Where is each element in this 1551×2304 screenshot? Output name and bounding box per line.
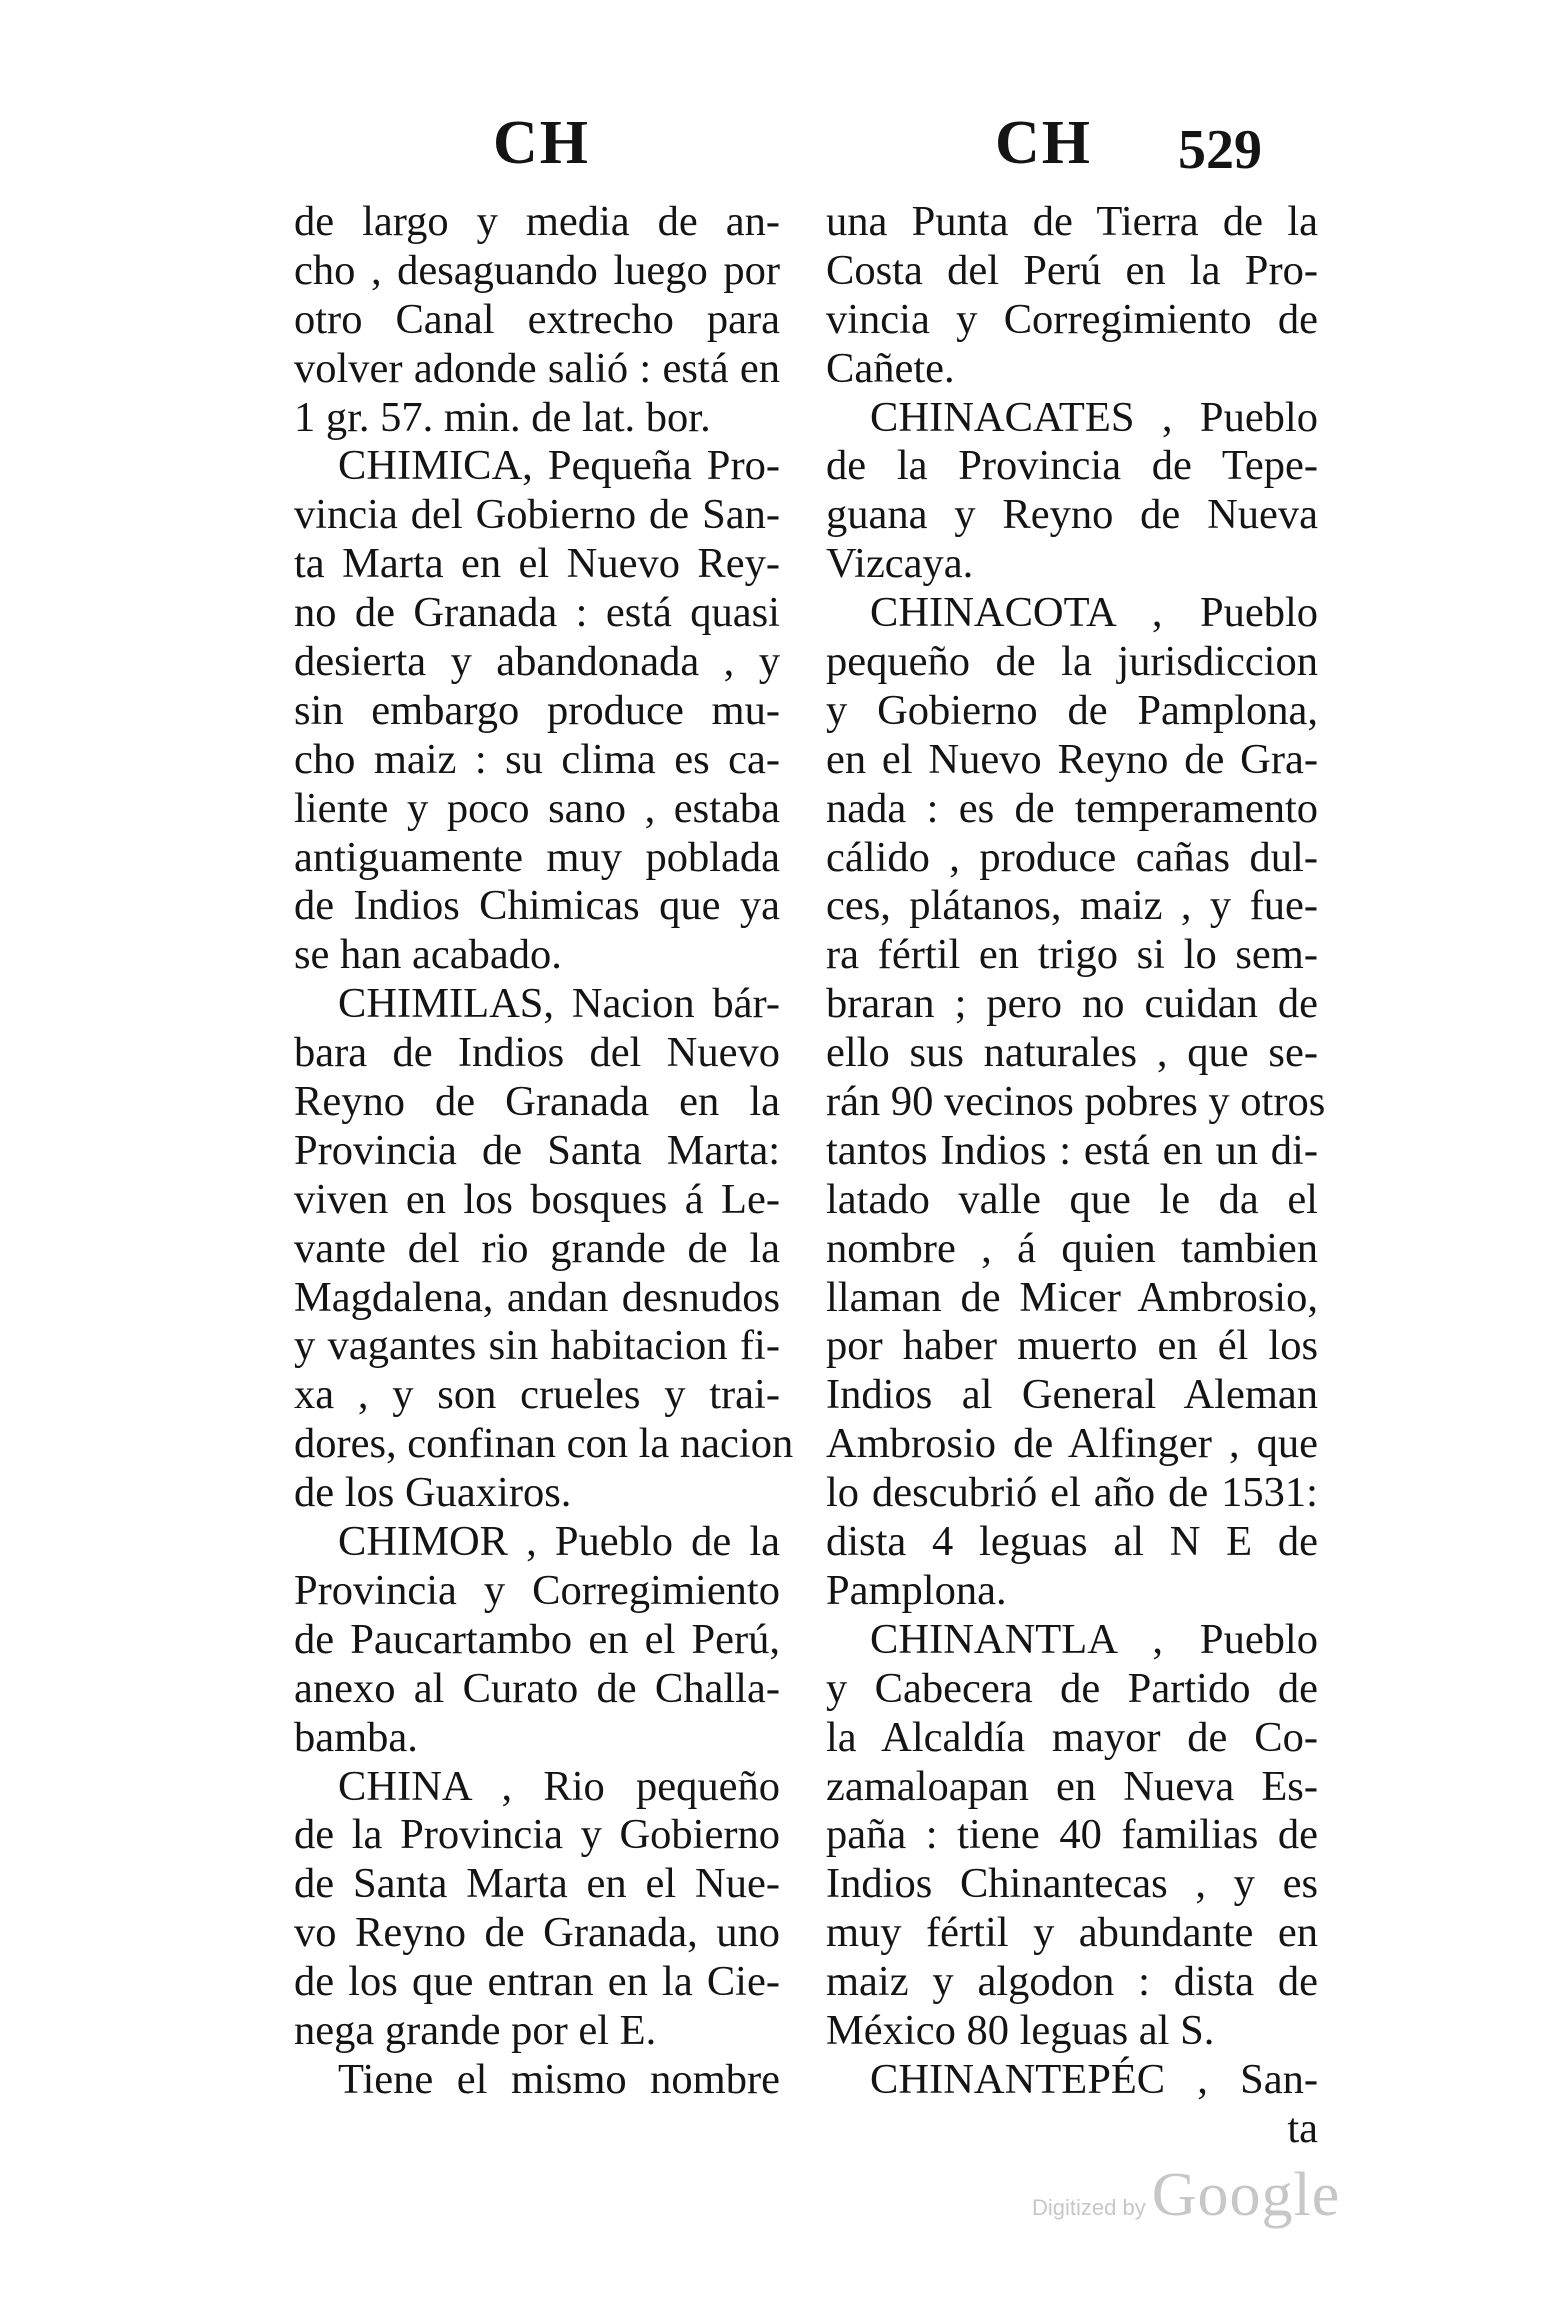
text-line: Ambrosio de Alfinger , que [826,1420,1318,1468]
text-line: nega grande por el E. [294,2006,657,2054]
text-line: dista 4 leguas al N E de [826,1518,1318,1566]
entry-heading-line: CHIMOR , Pueblo de la [338,1518,780,1566]
text-line: ta Marta en el Nuevo Rey- [294,540,780,588]
entry-heading-line: CHINA , Rio pequeño [338,1762,780,1810]
text-line: cho maiz : su clima es ca- [294,735,780,783]
text-line: la Alcaldía mayor de Co- [826,1713,1318,1761]
running-head-right: CH [995,109,1092,177]
text-line: por haber muerto en él los [826,1322,1318,1370]
text-line: lo descubrió el año de 1531: [826,1469,1318,1517]
entry-heading-line: CHIMILAS, Nacion bár- [338,980,780,1028]
text-line: vante del rio grande de la [294,1224,780,1272]
text-line: sin embargo produce mu- [294,686,780,734]
text-line: ello sus naturales , que se- [826,1029,1318,1077]
entry-heading-line: CHINACOTA , Pueblo [870,589,1318,637]
text-line: de Santa Marta en el Nue- [294,1860,780,1908]
text-line: una Punta de Tierra de la [826,198,1318,245]
text-line: de largo y media de an- [294,198,780,245]
text-line: rán 90 vecinos pobres y otros [826,1078,1326,1126]
text-line: de Indios Chimicas que ya [294,882,780,930]
text-line: Indios Chinantecas , y es [826,1860,1318,1908]
text-line: vincia del Gobierno de San- [294,491,780,539]
text-line: Indios al General Aleman [826,1371,1318,1419]
catchword: ta [1287,2104,1318,2152]
text-line: Tiene el mismo nombre [338,2055,780,2103]
text-line: volver adonde salió : está en [294,344,780,392]
text-line: desierta y abandonada , y [294,638,780,686]
text-line: guana y Reyno de Nueva [826,491,1318,539]
text-line: Pamplona. [826,1566,1007,1614]
text-line: cálido , produce cañas dul- [826,833,1318,881]
entry-heading-line: CHIMICA, Pequeña Pro- [338,442,780,490]
text-line: muy fértil y abundante en [826,1909,1318,1957]
text-line: tantos Indios : está en un di- [826,1126,1318,1174]
text-line: llaman de Micer Ambrosio, [826,1273,1318,1321]
text-line: de la Provincia y Gobierno [294,1811,780,1859]
text-line: de la Provincia de Tepe- [826,442,1318,490]
text-line: maiz y algodon : dista de [826,1958,1318,2006]
left-text-column [294,198,794,2105]
text-line: se han acabado. [294,931,562,979]
text-line: en el Nuevo Reyno de Gra- [826,735,1318,783]
watermark-prefix: Digitized by [1032,2195,1146,2220]
running-head-left: CH [493,109,590,177]
text-line: otro Canal extrecho para [294,295,780,343]
entry-heading-line: CHINANTLA , Pueblo [870,1615,1318,1663]
text-line: 1 gr. 57. min. de lat. bor. [294,393,711,441]
text-line: latado valle que le da el [826,1175,1318,1223]
text-line: bamba. [294,1713,418,1761]
text-line: nada : es de temperamento [826,784,1318,832]
text-line: nombre , á quien tambien [826,1224,1318,1272]
text-line: ces, plátanos, maiz , y fue- [826,882,1318,930]
text-line: ra fértil en trigo si lo sem- [826,931,1318,979]
text-line: vincia y Corregimiento de [826,295,1318,343]
page-number: 529 [1178,119,1262,181]
text-line: braran ; pero no cuidan de [826,980,1318,1028]
text-line: viven en los bosques á Le- [294,1175,780,1223]
google-logo: Google [1151,2161,1341,2229]
text-line: Reyno de Granada en la [294,1078,780,1126]
text-line: liente y poco sano , estaba [294,784,780,832]
text-line: anexo al Curato de Challa- [294,1664,780,1712]
text-line: bara de Indios del Nuevo [294,1029,780,1077]
text-line: de los que entran en la Cie- [294,1958,780,2006]
text-line: Provincia de Santa Marta: [294,1126,780,1174]
entry-heading-line: CHINANTEPÉC , San- [870,2055,1318,2103]
text-line: y Cabecera de Partido de [826,1664,1318,1712]
digitized-by-google-watermark [1032,2160,1340,2231]
text-line: dores, confinan con la nacion [294,1420,794,1468]
text-line: xa , y son crueles y trai- [294,1371,780,1419]
text-line: Provincia y Corregimiento [294,1566,780,1614]
text-line: y vagantes sin habitacion fi- [294,1322,780,1370]
text-line: paña : tiene 40 familias de [826,1811,1318,1859]
text-line: Cañete. [826,344,955,392]
text-line: Magdalena, andan desnudos [294,1273,780,1321]
text-line: de los Guaxiros. [294,1469,572,1517]
text-line: no de Granada : está quasi [294,589,780,637]
text-line: pequeño de la jurisdiccion [826,638,1318,686]
right-text-column [826,198,1326,2154]
text-line: de Paucartambo en el Perú, [294,1615,780,1663]
text-line: zamaloapan en Nueva Es- [826,1762,1318,1810]
entry-heading-line: CHINACATES , Pueblo [870,393,1318,441]
text-line: vo Reyno de Granada, uno [294,1909,780,1957]
text-line: México 80 leguas al S. [826,2006,1215,2054]
text-line: cho , desaguando luego por [294,246,780,294]
text-line: antiguamente muy poblada [294,833,780,881]
text-line: Vizcaya. [826,540,974,588]
text-line: Costa del Perú en la Pro- [826,246,1318,294]
text-line: y Gobierno de Pamplona, [826,686,1318,734]
